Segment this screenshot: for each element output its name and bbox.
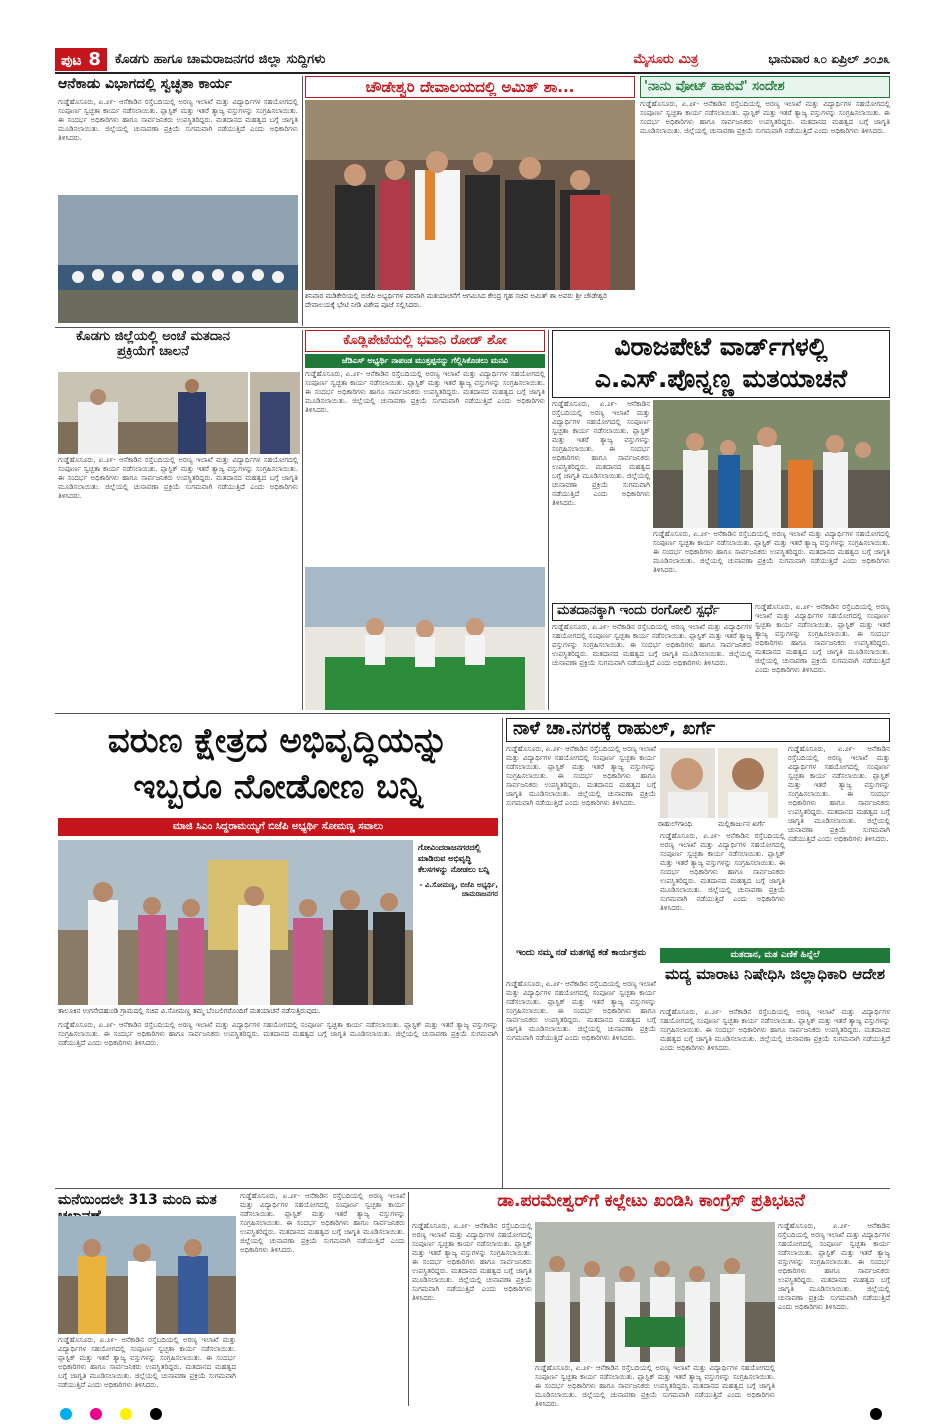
article-11-headline: ಮದ್ಯ ಮಾರಾಟ ನಿಷೇಧಿಸಿ ಜಿಲ್ಲಾಧಿಕಾರಿ ಆದೇಶ: [665, 965, 885, 983]
article-13-headline: ಡಾ.ಪರಮೇಶ್ವರ್‌ಗೆ ಕಲ್ಲೇಟು ಖಂಡಿಸಿ ಕಾಂಗ್ರೆಸ್ ಪ್ರತಿಭಟನೆ: [497, 1191, 805, 1211]
article-7-headline: ಮತದಾನಕ್ಕಾಗಿ ಇಂದು ರಂಗೋಲಿ ಸ್ಪರ್ಧೆ: [552, 603, 752, 621]
article-2-caption: ಶನಿವಾರ ಮಡಿಕೇರಿಯಲ್ಲಿ ಬಿಜೆಪಿ ಅಭ್ಯರ್ಥಿಗಳ ಪರವಾಗಿ ಮತಯಾಚನೆಗೆ ಆಗಮಿಸಿದ ಕೇಂದ್ರ ಗೃಹ ಸಚಿವ ಅಮಿತ್ ಶಾ ಅವರು ಶ್ರೀ ಚೌಡೇಶ್ವರಿ ದೇವಾಲಯಕ್ಕೆ ಭೇಟಿ ನೀಡಿ ವಿಶೇಷ ಪೂಜೆ ಸಲ್ಲಿಸಿದರು.: [305, 292, 607, 309]
black-registration-mark: [150, 1408, 162, 1420]
article-8-caption: ತಾಲೂಕಿನ ಉಗನೇದಹುಂಡಿ ಗ್ರಾಮದಲ್ಲಿ ಸಚಿವ ವಿ.ಸೋಮಣ್ಣ ತಮ್ಮ ಬೆಂಬಲಿಗರೊಂದಿಗೆ ಮತಯಾಚನೆ ನಡೆಸುತ್ತಿರುವುದು.: [58, 1007, 321, 1015]
issue-date: ಭಾನುವಾರ ೩೦ ಏಪ್ರಿಲ್ ೨೦೨೩: [768, 51, 890, 66]
black-registration-mark-right: [870, 1408, 882, 1420]
article-6-photo: [653, 400, 890, 528]
article-8-quote: ಗೋವಿಂದರಾಜನಗರದಲ್ಲಿ ಮಾಡಿರುವ ಅಭಿವೃದ್ಧಿ ಕೆಲಸಗಳನ್ನು ನೋಡಲು ಬನ್ನಿ: [418, 843, 490, 874]
row-divider: [55, 713, 890, 714]
article-8-body: ಗುಡ್ಡೆಹೊಸೂರು, ಏ.೨೯- ಆನೆಕಾಡಿನ ರಸ್ತೆಬದಿಯಲ್ಲಿ ಅರಣ್ಯ ಇಲಾಖೆ ಮತ್ತು ವಿದ್ಯಾರ್ಥಿಗಳ ಸಹಯೋಗದಲ್ಲಿ ಸಂಪೂರ್ಣ ಸ್ವಚ್ಛತಾ ಕಾರ್ಯ ನಡೆಸಲಾಯಿತು. ಪ್ಲಾಸ್ಟಿಕ್ ಮತ್ತು ಇತರೆ ತ್ಯಾಜ್ಯ ವಸ್ತುಗಳನ್ನು ಸಂಗ್ರಹಿಸಲಾಯಿತು. ಈ ಸಂದರ್ಭ ಅಧಿಕಾರಿಗಳು ಹಾಗೂ ಸಾರ್ವಜನಿಕರು ಉಪಸ್ಥಿತರಿದ್ದರು. ಮತದಾನದ ಮಹತ್ವದ ಬಗ್ಗೆ ಜಾಗೃತಿ ಮೂಡಿಸಲಾಯಿತು. ಜಿಲ್ಲೆಯಲ್ಲಿ ಚುನಾವಣಾ ಪ್ರಕ್ರಿಯೆ ಸುಗಮವಾಗಿ ನಡೆಯುತ್ತಿದೆ ಎಂದು ಅಧಿಕಾರಿಗಳು ತಿಳಿಸಿದರು.: [58, 1021, 498, 1047]
article-1-body: ಗುಡ್ಡೆಹೊಸೂರು, ಏ.೨೯- ಆನೆಕಾಡಿನ ರಸ್ತೆಬದಿಯಲ್ಲಿ ಅರಣ್ಯ ಇಲಾಖೆ ಮತ್ತು ವಿದ್ಯಾರ್ಥಿಗಳ ಸಹಯೋಗದಲ್ಲಿ ಸಂಪೂರ್ಣ ಸ್ವಚ್ಛತಾ ಕಾರ್ಯ ನಡೆಸಲಾಯಿತು. ಪ್ಲಾಸ್ಟಿಕ್ ಮತ್ತು ಇತರೆ ತ್ಯಾಜ್ಯ ವಸ್ತುಗಳನ್ನು ಸಂಗ್ರಹಿಸಲಾಯಿತು. ಈ ಸಂದರ್ಭ ಅಧಿಕಾರಿಗಳು ಹಾಗೂ ಸಾರ್ವಜನಿಕರು ಉಪಸ್ಥಿತರಿದ್ದರು. ಮತದಾನದ ಮಹತ್ವದ ಬಗ್ಗೆ ಜಾಗೃತಿ ಮೂಡಿಸಲಾಯಿತು. ಜಿಲ್ಲೆಯಲ್ಲಿ ಚುನಾವಣಾ ಪ್ರಕ್ರಿಯೆ ಸುಗಮವಾಗಿ ನಡೆಯುತ್ತಿದೆ ಎಂದು ಅಧಿಕಾರಿಗಳು ತಿಳಿಸಿದರು.: [58, 98, 298, 142]
article-4-photo-2: [250, 372, 300, 454]
page-header: [55, 48, 890, 70]
column-divider: [302, 330, 303, 710]
article-8-subhead: ಮಾಜಿ ಸಿಎಂ ಸಿದ್ದರಾಮಯ್ಯಗೆ ಬಿಜೆಪಿ ಅಭ್ಯರ್ಥಿ ಸೋಮಣ್ಣ ಸವಾಲು: [58, 818, 498, 836]
article-8-quote-box: [418, 842, 498, 1002]
article-6-body-2: ಗುಡ್ಡೆಹೊಸೂರು, ಏ.೨೯- ಆನೆಕಾಡಿನ ರಸ್ತೆಬದಿಯಲ್ಲಿ ಅರಣ್ಯ ಇಲಾಖೆ ಮತ್ತು ವಿದ್ಯಾರ್ಥಿಗಳ ಸಹಯೋಗದಲ್ಲಿ ಸಂಪೂರ್ಣ ಸ್ವಚ್ಛತಾ ಕಾರ್ಯ ನಡೆಸಲಾಯಿತು. ಪ್ಲಾಸ್ಟಿಕ್ ಮತ್ತು ಇತರೆ ತ್ಯಾಜ್ಯ ವಸ್ತುಗಳನ್ನು ಸಂಗ್ರಹಿಸಲಾಯಿತು. ಈ ಸಂದರ್ಭ ಅಧಿಕಾರಿಗಳು ಹಾಗೂ ಸಾರ್ವಜನಿಕರು ಉಪಸ್ಥಿತರಿದ್ದರು. ಮತದಾನದ ಮಹತ್ವದ ಬಗ್ಗೆ ಜಾಗೃತಿ ಮೂಡಿಸಲಾಯಿತು. ಜಿಲ್ಲೆಯಲ್ಲಿ ಚುನಾವಣಾ ಪ್ರಕ್ರಿಯೆ ಸುಗಮವಾಗಿ ನಡೆಯುತ್ತಿದೆ ಎಂದು ಅಧಿಕಾರಿಗಳು ತಿಳಿಸಿದರು.: [653, 530, 890, 574]
page-label: ಪುಟ: [61, 52, 82, 69]
column-divider: [548, 330, 549, 710]
article-11-body: ಗುಡ್ಡೆಹೊಸೂರು, ಏ.೨೯- ಆನೆಕಾಡಿನ ರಸ್ತೆಬದಿಯಲ್ಲಿ ಅರಣ್ಯ ಇಲಾಖೆ ಮತ್ತು ವಿದ್ಯಾರ್ಥಿಗಳ ಸಹಯೋಗದಲ್ಲಿ ಸಂಪೂರ್ಣ ಸ್ವಚ್ಛತಾ ಕಾರ್ಯ ನಡೆಸಲಾಯಿತು. ಪ್ಲಾಸ್ಟಿಕ್ ಮತ್ತು ಇತರೆ ತ್ಯಾಜ್ಯ ವಸ್ತುಗಳನ್ನು ಸಂಗ್ರಹಿಸಲಾಯಿತು. ಈ ಸಂದರ್ಭ ಅಧಿಕಾರಿಗಳು ಹಾಗೂ ಸಾರ್ವಜನಿಕರು ಉಪಸ್ಥಿತರಿದ್ದರು. ಮತದಾನದ ಮಹತ್ವದ ಬಗ್ಗೆ ಜಾಗೃತಿ ಮೂಡಿಸಲಾಯಿತು. ಜಿಲ್ಲೆಯಲ್ಲಿ ಚುನಾವಣಾ ಪ್ರಕ್ರಿಯೆ ಸುಗಮವಾಗಿ ನಡೆಯುತ್ತಿದೆ ಎಂದು ಅಧಿಕಾರಿಗಳು ತಿಳಿಸಿದರು.: [660, 1008, 890, 1052]
column-divider: [408, 1192, 409, 1406]
article-9-body-2: ಗುಡ್ಡೆಹೊಸೂರು, ಏ.೨೯- ಆನೆಕಾಡಿನ ರಸ್ತೆಬದಿಯಲ್ಲಿ ಅರಣ್ಯ ಇಲಾಖೆ ಮತ್ತು ವಿದ್ಯಾರ್ಥಿಗಳ ಸಹಯೋಗದಲ್ಲಿ ಸಂಪೂರ್ಣ ಸ್ವಚ್ಛತಾ ಕಾರ್ಯ ನಡೆಸಲಾಯಿತು. ಪ್ಲಾಸ್ಟಿಕ್ ಮತ್ತು ಇತರೆ ತ್ಯಾಜ್ಯ ವಸ್ತುಗಳನ್ನು ಸಂಗ್ರಹಿಸಲಾಯಿತು. ಈ ಸಂದರ್ಭ ಅಧಿಕಾರಿಗಳು ಹಾಗೂ ಸಾರ್ವಜನಿಕರು ಉಪಸ್ಥಿತರಿದ್ದರು. ಮತದಾನದ ಮಹತ್ವದ ಬಗ್ಗೆ ಜಾಗೃತಿ ಮೂಡಿಸಲಾಯಿತು. ಜಿಲ್ಲೆಯಲ್ಲಿ ಚುನಾವಣಾ ಪ್ರಕ್ರಿಯೆ ಸುಗಮವಾಗಿ ನಡೆಯುತ್ತಿದೆ ಎಂದು ಅಧಿಕಾರಿಗಳು ತಿಳಿಸಿದರು.: [660, 832, 785, 912]
article-4-body: ಗುಡ್ಡೆಹೊಸೂರು, ಏ.೨೯- ಆನೆಕಾಡಿನ ರಸ್ತೆಬದಿಯಲ್ಲಿ ಅರಣ್ಯ ಇಲಾಖೆ ಮತ್ತು ವಿದ್ಯಾರ್ಥಿಗಳ ಸಹಯೋಗದಲ್ಲಿ ಸಂಪೂರ್ಣ ಸ್ವಚ್ಛತಾ ಕಾರ್ಯ ನಡೆಸಲಾಯಿತು. ಪ್ಲಾಸ್ಟಿಕ್ ಮತ್ತು ಇತರೆ ತ್ಯಾಜ್ಯ ವಸ್ತುಗಳನ್ನು ಸಂಗ್ರಹಿಸಲಾಯಿತು. ಈ ಸಂದರ್ಭ ಅಧಿಕಾರಿಗಳು ಹಾಗೂ ಸಾರ್ವಜನಿಕರು ಉಪಸ್ಥಿತರಿದ್ದರು. ಮತದಾನದ ಮಹತ್ವದ ಬಗ್ಗೆ ಜಾಗೃತಿ ಮೂಡಿಸಲಾಯಿತು. ಜಿಲ್ಲೆಯಲ್ಲಿ ಚುನಾವಣಾ ಪ್ರಕ್ರಿಯೆ ಸುಗಮವಾಗಿ ನಡೆಯುತ್ತಿದೆ ಎಂದು ಅಧಿಕಾರಿಗಳು ತಿಳಿಸಿದರು.: [58, 456, 298, 500]
page-number-tag: [55, 48, 107, 71]
article-9-body-3: ಗುಡ್ಡೆಹೊಸೂರು, ಏ.೨೯- ಆನೆಕಾಡಿನ ರಸ್ತೆಬದಿಯಲ್ಲಿ ಅರಣ್ಯ ಇಲಾಖೆ ಮತ್ತು ವಿದ್ಯಾರ್ಥಿಗಳ ಸಹಯೋಗದಲ್ಲಿ ಸಂಪೂರ್ಣ ಸ್ವಚ್ಛತಾ ಕಾರ್ಯ ನಡೆಸಲಾಯಿತು. ಪ್ಲಾಸ್ಟಿಕ್ ಮತ್ತು ಇತರೆ ತ್ಯಾಜ್ಯ ವಸ್ತುಗಳನ್ನು ಸಂಗ್ರಹಿಸಲಾಯಿತು. ಈ ಸಂದರ್ಭ ಅಧಿಕಾರಿಗಳು ಹಾಗೂ ಸಾರ್ವಜನಿಕರು ಉಪಸ್ಥಿತರಿದ್ದರು. ಮತದಾನದ ಮಹತ್ವದ ಬಗ್ಗೆ ಜಾಗೃತಿ ಮೂಡಿಸಲಾಯಿತು. ಜಿಲ್ಲೆಯಲ್ಲಿ ಚುನಾವಣಾ ಪ್ರಕ್ರಿಯೆ ಸುಗಮವಾಗಿ ನಡೆಯುತ್ತಿದೆ ಎಂದು ಅಧಿಕಾರಿಗಳು ತಿಳಿಸಿದರು.: [788, 745, 890, 843]
column-divider: [302, 76, 303, 326]
article-3-headline: 'ನಾನು ವೋಟ್ ಹಾಕುವೆ' ಸಂದೇಶ: [640, 76, 890, 98]
row-divider: [55, 327, 890, 328]
paper-name: ಮೈಸೂರು ಮಿತ್ರ: [633, 51, 699, 67]
article-6-body-3: ಗುಡ್ಡೆಹೊಸೂರು, ಏ.೨೯- ಆನೆಕಾಡಿನ ರಸ್ತೆಬದಿಯಲ್ಲಿ ಅರಣ್ಯ ಇಲಾಖೆ ಮತ್ತು ವಿದ್ಯಾರ್ಥಿಗಳ ಸಹಯೋಗದಲ್ಲಿ ಸಂಪೂರ್ಣ ಸ್ವಚ್ಛತಾ ಕಾರ್ಯ ನಡೆಸಲಾಯಿತು. ಪ್ಲಾಸ್ಟಿಕ್ ಮತ್ತು ಇತರೆ ತ್ಯಾಜ್ಯ ವಸ್ತುಗಳನ್ನು ಸಂಗ್ರಹಿಸಲಾಯಿತು. ಈ ಸಂದರ್ಭ ಅಧಿಕಾರಿಗಳು ಹಾಗೂ ಸಾರ್ವಜನಿಕರು ಉಪಸ್ಥಿತರಿದ್ದರು. ಮತದಾನದ ಮಹತ್ವದ ಬಗ್ಗೆ ಜಾಗೃತಿ ಮೂಡಿಸಲಾಯಿತು. ಜಿಲ್ಲೆಯಲ್ಲಿ ಚುನಾವಣಾ ಪ್ರಕ್ರಿಯೆ ಸುಗಮವಾಗಿ ನಡೆಯುತ್ತಿದೆ ಎಂದು ಅಧಿಕಾರಿಗಳು ತಿಳಿಸಿದರು.: [755, 603, 890, 674]
article-12-body-2: ಗುಡ್ಡೆಹೊಸೂರು, ಏ.೨೯- ಆನೆಕಾಡಿನ ರಸ್ತೆಬದಿಯಲ್ಲಿ ಅರಣ್ಯ ಇಲಾಖೆ ಮತ್ತು ವಿದ್ಯಾರ್ಥಿಗಳ ಸಹಯೋಗದಲ್ಲಿ ಸಂಪೂರ್ಣ ಸ್ವಚ್ಛತಾ ಕಾರ್ಯ ನಡೆಸಲಾಯಿತು. ಪ್ಲಾಸ್ಟಿಕ್ ಮತ್ತು ಇತರೆ ತ್ಯಾಜ್ಯ ವಸ್ತುಗಳನ್ನು ಸಂಗ್ರಹಿಸಲಾಯಿತು. ಈ ಸಂದರ್ಭ ಅಧಿಕಾರಿಗಳು ಹಾಗೂ ಸಾರ್ವಜನಿಕರು ಉಪಸ್ಥಿತರಿದ್ದರು. ಮತದಾನದ ಮಹತ್ವದ ಬಗ್ಗೆ ಜಾಗೃತಿ ಮೂಡಿಸಲಾಯಿತು. ಜಿಲ್ಲೆಯಲ್ಲಿ ಚುನಾವಣಾ ಪ್ರಕ್ರಿಯೆ ಸುಗಮವಾಗಿ ನಡೆಯುತ್ತಿದೆ ಎಂದು ಅಧಿಕಾರಿಗಳು ತಿಳಿಸಿದರು.: [240, 1192, 405, 1254]
article-9-photo-2: [718, 748, 778, 818]
article-13-body: ಗುಡ್ಡೆಹೊಸೂರು, ಏ.೨೯- ಆನೆಕಾಡಿನ ರಸ್ತೆಬದಿಯಲ್ಲಿ ಅರಣ್ಯ ಇಲಾಖೆ ಮತ್ತು ವಿದ್ಯಾರ್ಥಿಗಳ ಸಹಯೋಗದಲ್ಲಿ ಸಂಪೂರ್ಣ ಸ್ವಚ್ಛತಾ ಕಾರ್ಯ ನಡೆಸಲಾಯಿತು. ಪ್ಲಾಸ್ಟಿಕ್ ಮತ್ತು ಇತರೆ ತ್ಯಾಜ್ಯ ವಸ್ತುಗಳನ್ನು ಸಂಗ್ರಹಿಸಲಾಯಿತು. ಈ ಸಂದರ್ಭ ಅಧಿಕಾರಿಗಳು ಹಾಗೂ ಸಾರ್ವಜನಿಕರು ಉಪಸ್ಥಿತರಿದ್ದರು. ಮತದಾನದ ಮಹತ್ವದ ಬಗ್ಗೆ ಜಾಗೃತಿ ಮೂಡಿಸಲಾಯಿತು. ಜಿಲ್ಲೆಯಲ್ಲಿ ಚುನಾವಣಾ ಪ್ರಕ್ರಿಯೆ ಸುಗಮವಾಗಿ ನಡೆಯುತ್ತಿದೆ ಎಂದು ಅಧಿಕಾರಿಗಳು ತಿಳಿಸಿದರು.: [412, 1222, 532, 1302]
yellow-registration-mark: [120, 1408, 132, 1420]
page-number: 8: [88, 48, 101, 70]
article-3-body: ಗುಡ್ಡೆಹೊಸೂರು, ಏ.೨೯- ಆನೆಕಾಡಿನ ರಸ್ತೆಬದಿಯಲ್ಲಿ ಅರಣ್ಯ ಇಲಾಖೆ ಮತ್ತು ವಿದ್ಯಾರ್ಥಿಗಳ ಸಹಯೋಗದಲ್ಲಿ ಸಂಪೂರ್ಣ ಸ್ವಚ್ಛತಾ ಕಾರ್ಯ ನಡೆಸಲಾಯಿತು. ಪ್ಲಾಸ್ಟಿಕ್ ಮತ್ತು ಇತರೆ ತ್ಯಾಜ್ಯ ವಸ್ತುಗಳನ್ನು ಸಂಗ್ರಹಿಸಲಾಯಿತು. ಈ ಸಂದರ್ಭ ಅಧಿಕಾರಿಗಳು ಹಾಗೂ ಸಾರ್ವಜನಿಕರು ಉಪಸ್ಥಿತರಿದ್ದರು. ಮತದಾನದ ಮಹತ್ವದ ಬಗ್ಗೆ ಜಾಗೃತಿ ಮೂಡಿಸಲಾಯಿತು. ಜಿಲ್ಲೆಯಲ್ಲಿ ಚುನಾವಣಾ ಪ್ರಕ್ರಿಯೆ ಸುಗಮವಾಗಿ ನಡೆಯುತ್ತಿದೆ ಎಂದು ಅಧಿಕಾರಿಗಳು ತಿಳಿಸಿದರು.: [640, 100, 890, 135]
article-4-photo: [58, 372, 248, 454]
article-9-name-1: ರಾಹುಲ್‌ಗಾಂಧಿ: [658, 820, 692, 828]
article-9-photo-1: [660, 748, 715, 818]
article-8-headline: ವರುಣ ಕ್ಷೇತ್ರದ ಅಭಿವೃದ್ಧಿಯನ್ನು ಇಬ್ಬರೂ ನೋಡೋಣ ಬನ್ನಿ: [107, 721, 449, 807]
article-9-headline: ನಾಳೆ ಚಾ.ನಗರಕ್ಕೆ ರಾಹುಲ್, ಖರ್ಗೆ: [506, 718, 890, 742]
article-4-headline: ಕೊಡಗು ಜಿಲ್ಲೆಯಲ್ಲಿ ಅಂಚೆ ಮತದಾನ ಪ್ರಕ್ರಿಯೆಗೆ ಚಾಲನೆ: [76, 329, 230, 359]
cyan-registration-mark: [60, 1408, 72, 1420]
article-7-body: ಗುಡ್ಡೆಹೊಸೂರು, ಏ.೨೯- ಆನೆಕಾಡಿನ ರಸ್ತೆಬದಿಯಲ್ಲಿ ಅರಣ್ಯ ಇಲಾಖೆ ಮತ್ತು ವಿದ್ಯಾರ್ಥಿಗಳ ಸಹಯೋಗದಲ್ಲಿ ಸಂಪೂರ್ಣ ಸ್ವಚ್ಛತಾ ಕಾರ್ಯ ನಡೆಸಲಾಯಿತು. ಪ್ಲಾಸ್ಟಿಕ್ ಮತ್ತು ಇತರೆ ತ್ಯಾಜ್ಯ ವಸ್ತುಗಳನ್ನು ಸಂಗ್ರಹಿಸಲಾಯಿತು. ಈ ಸಂದರ್ಭ ಅಧಿಕಾರಿಗಳು ಹಾಗೂ ಸಾರ್ವಜನಿಕರು ಉಪಸ್ಥಿತರಿದ್ದರು. ಮತದಾನದ ಮಹತ್ವದ ಬಗ್ಗೆ ಜಾಗೃತಿ ಮೂಡಿಸಲಾಯಿತು. ಜಿಲ್ಲೆಯಲ್ಲಿ ಚುನಾವಣಾ ಪ್ರಕ್ರಿಯೆ ಸುಗಮವಾಗಿ ನಡೆಯುತ್ತಿದೆ ಎಂದು ಅಧಿಕಾರಿಗಳು ತಿಳಿಸಿದರು.: [552, 623, 752, 667]
article-1-photo: [58, 195, 298, 323]
article-10-body: ಗುಡ್ಡೆಹೊಸೂರು, ಏ.೨೯- ಆನೆಕಾಡಿನ ರಸ್ತೆಬದಿಯಲ್ಲಿ ಅರಣ್ಯ ಇಲಾಖೆ ಮತ್ತು ವಿದ್ಯಾರ್ಥಿಗಳ ಸಹಯೋಗದಲ್ಲಿ ಸಂಪೂರ್ಣ ಸ್ವಚ್ಛತಾ ಕಾರ್ಯ ನಡೆಸಲಾಯಿತು. ಪ್ಲಾಸ್ಟಿಕ್ ಮತ್ತು ಇತರೆ ತ್ಯಾಜ್ಯ ವಸ್ತುಗಳನ್ನು ಸಂಗ್ರಹಿಸಲಾಯಿತು. ಈ ಸಂದರ್ಭ ಅಧಿಕಾರಿಗಳು ಹಾಗೂ ಸಾರ್ವಜನಿಕರು ಉಪಸ್ಥಿತರಿದ್ದರು. ಮತದಾನದ ಮಹತ್ವದ ಬಗ್ಗೆ ಜಾಗೃತಿ ಮೂಡಿಸಲಾಯಿತು. ಜಿಲ್ಲೆಯಲ್ಲಿ ಚುನಾವಣಾ ಪ್ರಕ್ರಿಯೆ ಸುಗಮವಾಗಿ ನಡೆಯುತ್ತಿದೆ ಎಂದು ಅಧಿಕಾರಿಗಳು ತಿಳಿಸಿದರು.: [506, 980, 656, 1042]
row-divider: [55, 1188, 890, 1189]
section-title: ಕೊಡಗು ಹಾಗೂ ಚಾಮರಾಜನಗರ ಜಿಲ್ಲಾ ಸುದ್ದಿಗಳು: [114, 51, 326, 67]
article-5-photo: [305, 567, 545, 710]
article-13-body-3: ಗುಡ್ಡೆಹೊಸೂರು, ಏ.೨೯- ಆನೆಕಾಡಿನ ರಸ್ತೆಬದಿಯಲ್ಲಿ ಅರಣ್ಯ ಇಲಾಖೆ ಮತ್ತು ವಿದ್ಯಾರ್ಥಿಗಳ ಸಹಯೋಗದಲ್ಲಿ ಸಂಪೂರ್ಣ ಸ್ವಚ್ಛತಾ ಕಾರ್ಯ ನಡೆಸಲಾಯಿತು. ಪ್ಲಾಸ್ಟಿಕ್ ಮತ್ತು ಇತರೆ ತ್ಯಾಜ್ಯ ವಸ್ತುಗಳನ್ನು ಸಂಗ್ರಹಿಸಲಾಯಿತು. ಈ ಸಂದರ್ಭ ಅಧಿಕಾರಿಗಳು ಹಾಗೂ ಸಾರ್ವಜನಿಕರು ಉಪಸ್ಥಿತರಿದ್ದರು. ಮತದಾನದ ಮಹತ್ವದ ಬಗ್ಗೆ ಜಾಗೃತಿ ಮೂಡಿಸಲಾಯಿತು. ಜಿಲ್ಲೆಯಲ್ಲಿ ಚುನಾವಣಾ ಪ್ರಕ್ರಿಯೆ ಸುಗಮವಾಗಿ ನಡೆಯುತ್ತಿದೆ ಎಂದು ಅಧಿಕಾರಿಗಳು ತಿಳಿಸಿದರು.: [778, 1222, 890, 1311]
article-10-headline: ಇಂದು ನಮ್ಮ ನಡೆ ಮತಗಟ್ಟೆ ಕಡೆ ಕಾರ್ಯಕ್ರಮ: [516, 948, 646, 958]
article-12-body: ಗುಡ್ಡೆಹೊಸೂರು, ಏ.೨೯- ಆನೆಕಾಡಿನ ರಸ್ತೆಬದಿಯಲ್ಲಿ ಅರಣ್ಯ ಇಲಾಖೆ ಮತ್ತು ವಿದ್ಯಾರ್ಥಿಗಳ ಸಹಯೋಗದಲ್ಲಿ ಸಂಪೂರ್ಣ ಸ್ವಚ್ಛತಾ ಕಾರ್ಯ ನಡೆಸಲಾಯಿತು. ಪ್ಲಾಸ್ಟಿಕ್ ಮತ್ತು ಇತರೆ ತ್ಯಾಜ್ಯ ವಸ್ತುಗಳನ್ನು ಸಂಗ್ರಹಿಸಲಾಯಿತು. ಈ ಸಂದರ್ಭ ಅಧಿಕಾರಿಗಳು ಹಾಗೂ ಸಾರ್ವಜನಿಕರು ಉಪಸ್ಥಿತರಿದ್ದರು. ಮತದಾನದ ಮಹತ್ವದ ಬಗ್ಗೆ ಜಾಗೃತಿ ಮೂಡಿಸಲಾಯಿತು. ಜಿಲ್ಲೆಯಲ್ಲಿ ಚುನಾವಣಾ ಪ್ರಕ್ರಿಯೆ ಸುಗಮವಾಗಿ ನಡೆಯುತ್ತಿದೆ ಎಂದು ಅಧಿಕಾರಿಗಳು ತಿಳಿಸಿದರು.: [58, 1336, 236, 1389]
article-2-headline: ಚೌಡೇಶ್ವರಿ ದೇವಾಲಯದಲ್ಲಿ ಅಮಿತ್ ಶಾ...: [305, 76, 635, 98]
article-8-photo: [58, 840, 413, 1005]
column-divider: [502, 718, 503, 1188]
header-rule: [55, 72, 890, 74]
article-5-headline: ಕೊಡ್ಲಿಪೇಟೆಯಲ್ಲಿ ಭವಾನಿ ರೋಡ್ ಶೋ: [305, 330, 545, 352]
article-9-body: ಗುಡ್ಡೆಹೊಸೂರು, ಏ.೨೯- ಆನೆಕಾಡಿನ ರಸ್ತೆಬದಿಯಲ್ಲಿ ಅರಣ್ಯ ಇಲಾಖೆ ಮತ್ತು ವಿದ್ಯಾರ್ಥಿಗಳ ಸಹಯೋಗದಲ್ಲಿ ಸಂಪೂರ್ಣ ಸ್ವಚ್ಛತಾ ಕಾರ್ಯ ನಡೆಸಲಾಯಿತು. ಪ್ಲಾಸ್ಟಿಕ್ ಮತ್ತು ಇತರೆ ತ್ಯಾಜ್ಯ ವಸ್ತುಗಳನ್ನು ಸಂಗ್ರಹಿಸಲಾಯಿತು. ಈ ಸಂದರ್ಭ ಅಧಿಕಾರಿಗಳು ಹಾಗೂ ಸಾರ್ವಜನಿಕರು ಉಪಸ್ಥಿತರಿದ್ದರು. ಮತದಾನದ ಮಹತ್ವದ ಬಗ್ಗೆ ಜಾಗೃತಿ ಮೂಡಿಸಲಾಯಿತು. ಜಿಲ್ಲೆಯಲ್ಲಿ ಚುನಾವಣಾ ಪ್ರಕ್ರಿಯೆ ಸುಗಮವಾಗಿ ನಡೆಯುತ್ತಿದೆ ಎಂದು ಅಧಿಕಾರಿಗಳು ತಿಳಿಸಿದರು.: [506, 745, 656, 807]
article-6-body: ಗುಡ್ಡೆಹೊಸೂರು, ಏ.೨೯- ಆನೆಕಾಡಿನ ರಸ್ತೆಬದಿಯಲ್ಲಿ ಅರಣ್ಯ ಇಲಾಖೆ ಮತ್ತು ವಿದ್ಯಾರ್ಥಿಗಳ ಸಹಯೋಗದಲ್ಲಿ ಸಂಪೂರ್ಣ ಸ್ವಚ್ಛತಾ ಕಾರ್ಯ ನಡೆಸಲಾಯಿತು. ಪ್ಲಾಸ್ಟಿಕ್ ಮತ್ತು ಇತರೆ ತ್ಯಾಜ್ಯ ವಸ್ತುಗಳನ್ನು ಸಂಗ್ರಹಿಸಲಾಯಿತು. ಈ ಸಂದರ್ಭ ಅಧಿಕಾರಿಗಳು ಹಾಗೂ ಸಾರ್ವಜನಿಕರು ಉಪಸ್ಥಿತರಿದ್ದರು. ಮತದಾನದ ಮಹತ್ವದ ಬಗ್ಗೆ ಜಾಗೃತಿ ಮೂಡಿಸಲಾಯಿತು. ಜಿಲ್ಲೆಯಲ್ಲಿ ಚುನಾವಣಾ ಪ್ರಕ್ರಿಯೆ ಸುಗಮವಾಗಿ ನಡೆಯುತ್ತಿದೆ ಎಂದು ಅಧಿಕಾರಿಗಳು ತಿಳಿಸಿದರು.: [552, 400, 650, 507]
article-12-headline: ಮನೆಯಿಂದಲೇ 313 ಮಂದಿ ಮತ: [58, 1192, 217, 1208]
article-12-photo: [58, 1216, 236, 1334]
article-11-band: ಮತದಾನ, ಮತ ಎಣಿಕೆ ಹಿನ್ನೆಲೆ: [660, 948, 890, 963]
article-1-headline: ಆನೆಕಾಡು ವಿಭಾಗದಲ್ಲಿ ಸ್ವಚ್ಛತಾ ಕಾರ್ಯ: [58, 76, 232, 92]
article-8-quote-author: - ವಿ.ಸೋಮಣ್ಣ, ಬಿಜೆಪಿ ಅಭ್ಯರ್ಥಿ, ಚಾಮರಾಜನಗರ: [419, 881, 498, 898]
magenta-registration-mark: [90, 1408, 102, 1420]
article-13-photo: [535, 1222, 775, 1362]
article-5-subhead: ಜೆಡಿಎಸ್ ಅಭ್ಯರ್ಥಿ ನಾಪಂಡ ಮುತ್ತಪ್ಪನನ್ನು ಗೆಲ್ಲಿಸಿಕೊಡಲು ಮನವಿ: [305, 354, 545, 368]
article-9-name-2: ಮಲ್ಲಿಕಾರ್ಜುನ ಖರ್ಗೆ: [718, 820, 766, 828]
article-5-body: ಗುಡ್ಡೆಹೊಸೂರು, ಏ.೨೯- ಆನೆಕಾಡಿನ ರಸ್ತೆಬದಿಯಲ್ಲಿ ಅರಣ್ಯ ಇಲಾಖೆ ಮತ್ತು ವಿದ್ಯಾರ್ಥಿಗಳ ಸಹಯೋಗದಲ್ಲಿ ಸಂಪೂರ್ಣ ಸ್ವಚ್ಛತಾ ಕಾರ್ಯ ನಡೆಸಲಾಯಿತು. ಪ್ಲಾಸ್ಟಿಕ್ ಮತ್ತು ಇತರೆ ತ್ಯಾಜ್ಯ ವಸ್ತುಗಳನ್ನು ಸಂಗ್ರಹಿಸಲಾಯಿತು. ಈ ಸಂದರ್ಭ ಅಧಿಕಾರಿಗಳು ಹಾಗೂ ಸಾರ್ವಜನಿಕರು ಉಪಸ್ಥಿತರಿದ್ದರು. ಮತದಾನದ ಮಹತ್ವದ ಬಗ್ಗೆ ಜಾಗೃತಿ ಮೂಡಿಸಲಾಯಿತು. ಜಿಲ್ಲೆಯಲ್ಲಿ ಚುನಾವಣಾ ಪ್ರಕ್ರಿಯೆ ಸುಗಮವಾಗಿ ನಡೆಯುತ್ತಿದೆ ಎಂದು ಅಧಿಕಾರಿಗಳು ತಿಳಿಸಿದರು.: [305, 370, 545, 414]
article-13-body-2: ಗುಡ್ಡೆಹೊಸೂರು, ಏ.೨೯- ಆನೆಕಾಡಿನ ರಸ್ತೆಬದಿಯಲ್ಲಿ ಅರಣ್ಯ ಇಲಾಖೆ ಮತ್ತು ವಿದ್ಯಾರ್ಥಿಗಳ ಸಹಯೋಗದಲ್ಲಿ ಸಂಪೂರ್ಣ ಸ್ವಚ್ಛತಾ ಕಾರ್ಯ ನಡೆಸಲಾಯಿತು. ಪ್ಲಾಸ್ಟಿಕ್ ಮತ್ತು ಇತರೆ ತ್ಯಾಜ್ಯ ವಸ್ತುಗಳನ್ನು ಸಂಗ್ರಹಿಸಲಾಯಿತು. ಈ ಸಂದರ್ಭ ಅಧಿಕಾರಿಗಳು ಹಾಗೂ ಸಾರ್ವಜನಿಕರು ಉಪಸ್ಥಿತರಿದ್ದರು. ಮತದಾನದ ಮಹತ್ವದ ಬಗ್ಗೆ ಜಾಗೃತಿ ಮೂಡಿಸಲಾಯಿತು. ಜಿಲ್ಲೆಯಲ್ಲಿ ಚುನಾವಣಾ ಪ್ರಕ್ರಿಯೆ ಸುಗಮವಾಗಿ ನಡೆಯುತ್ತಿದೆ ಎಂದು ಅಧಿಕಾರಿಗಳು ತಿಳಿಸಿದರು.: [535, 1364, 775, 1408]
article-2-photo: [305, 100, 635, 290]
article-6-headline: ವಿರಾಜಪೇಟೆ ವಾರ್ಡ್‌ಗಳಲ್ಲಿ ಎ.ಎಸ್.ಪೊನ್ನಣ್ಣ ಮತಯಾಚನೆ: [552, 330, 890, 398]
